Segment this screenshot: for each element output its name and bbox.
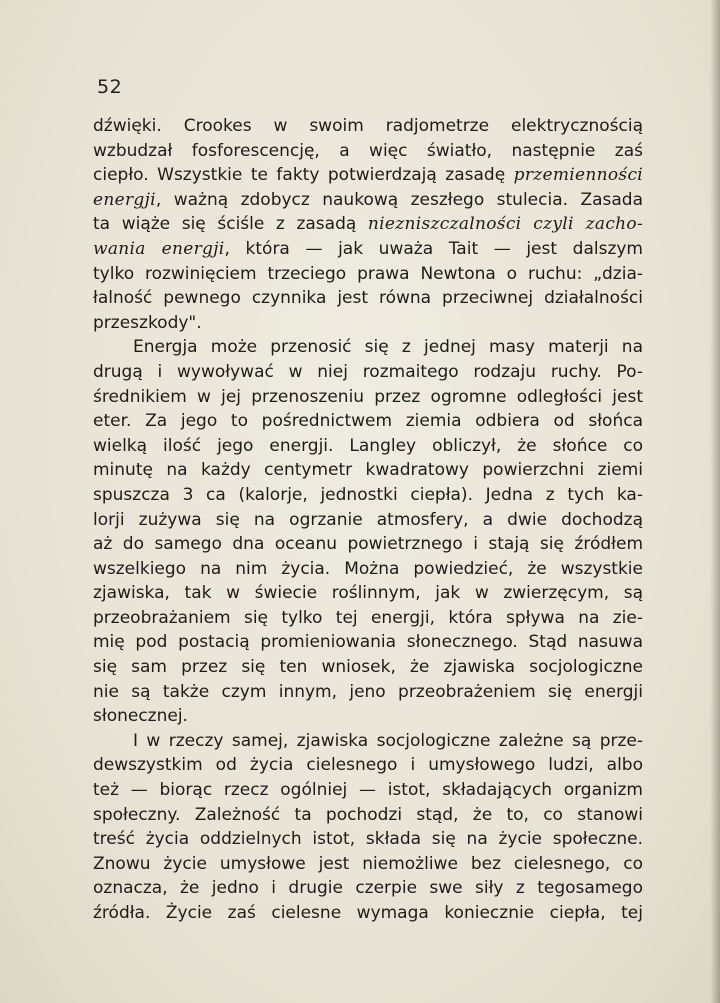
text-line: oznacza, że jedno i drugie czerpie swe siły z tegosamego [93,878,643,899]
text-line: społeczny. Zależność ta pochodzi stąd, że to, co stanowi [93,804,643,825]
text-line: łalność pewnego czynnika jest równa przeciwnej działalności [93,288,643,309]
text-segment: ta wiąże się ściśle z zasadą [93,214,368,235]
text-line: wszelkiego na nim życia. Można powiedzieć, że wszystkie [93,558,643,579]
text-line: średnikiem w jej przenoszeniu przez ogromne odległości jest [93,386,643,407]
emphasis-text: niezniszczalności czyli zacho- [367,214,643,235]
text-segment: , która — jak uważa Tait — jest dalszym [224,238,643,259]
emphasis-text: przemienności [513,165,643,186]
text-line: się sam przez się ten wniosek, że zjawiska socjologiczne [93,657,643,678]
text-line: słonecznej. [93,706,188,727]
text-line: mię pod postacią promieniowania słonecznego. Stąd nasuwa [93,632,643,653]
text-line: spuszcza 3 ca (kalorje, jednostki ciepła). Jedna z tych ka- [93,484,643,505]
text-line: Energja może przenosić się z jednej masy materji na [133,337,643,358]
body-text [93,114,643,926]
text-line: wzbudzał fosforescencję, a więc światło, następnie zaś [93,140,643,161]
text-line: aż do samego dna oceanu powietrznego i stają się źródłem [93,534,643,555]
text-segment: , ważną zdobycz naukową zeszłego stulecia. Zasada [155,189,643,210]
text-line: dewszystkim od życia cielesnego i umysłowego ludzi, albo [93,755,643,776]
text-line: nie są także czym innym, jeno przeobrażeniem się energji [93,681,643,702]
text-line: tylko rozwinięciem trzeciego prawa Newtona o ruchu: „dzia- [93,263,643,284]
emphasis-text: wania energji [93,238,225,259]
emphasis-text: energji [93,189,156,210]
page-number: 52 [97,76,123,98]
text-line [93,163,643,188]
text-line: minutę na każdy centymetr kwadratowy powierzchni ziemi [93,460,643,481]
text-line: dźwięki. Crookes w swoim radjometrze elektrycznością [93,116,643,136]
text-line: treść życia oddzielnych istot, składa się na życie społeczne. [93,829,643,850]
text-line: I w rzeczy samej, zjawiska socjologiczne zależne są prze- [133,730,643,751]
text-line: przeobrażaniem się tylko tej energji, która spływa na zie- [93,607,643,628]
text-line [93,212,643,237]
text-line: drugą i wywoływać w niej rozmaitego rodzaju ruchy. Po- [93,361,643,382]
text-line [93,188,643,213]
text-line: Znowu życie umysłowe jest niemożliwe bez cielesnego, co [93,853,643,874]
text-line: zjawiska, tak w świecie roślinnym, jak w zwierzęcym, są [93,583,643,604]
text-line: lorji zużywa się na ogrzanie atmosfery, a dwie dochodzą [93,509,643,530]
text-line: źródła. Życie zaś cielesne wymaga koniecznie ciepła, tej [93,903,643,923]
text-line: też — biorąc rzecz ogólniej — istot, składających organizm [93,780,643,801]
text-line: wielką ilość jego energji. Langley obliczył, że słońce co [93,435,643,456]
text-line: przeszkody". [93,312,202,333]
text-line: eter. Za jego to pośrednictwem ziemia odbiera od słońca [93,411,643,432]
page-edge-shadow [710,0,720,1003]
text-segment: ciepło. Wszystkie te fakty potwierdzają zasadę [93,165,514,186]
text-line [93,237,643,262]
